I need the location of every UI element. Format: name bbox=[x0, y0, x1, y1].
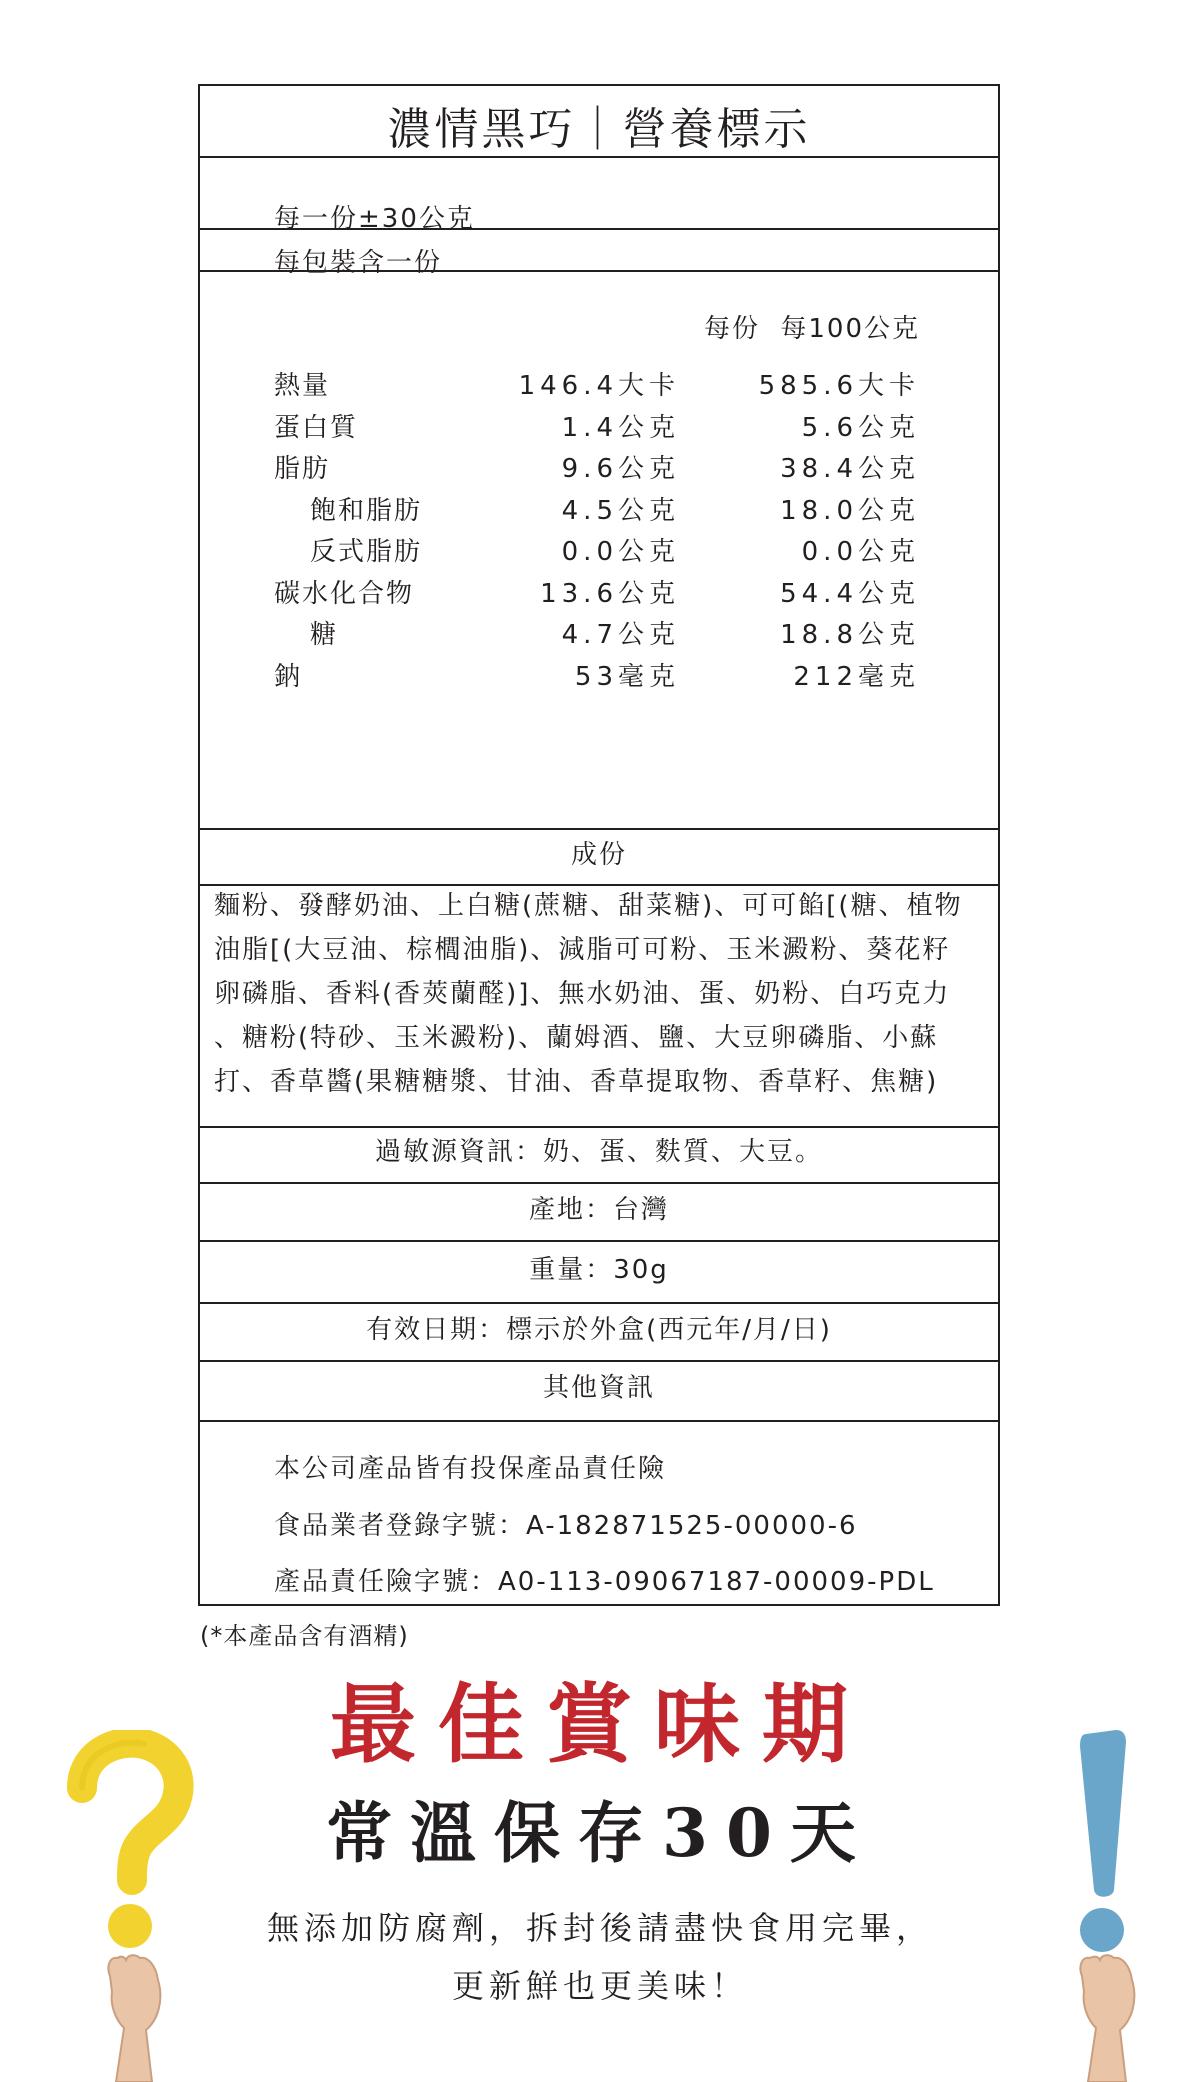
nutrient-name: 糖 bbox=[310, 620, 339, 650]
nutrient-row-trans-fat bbox=[200, 532, 998, 572]
ingredients-line: 、糖粉(特砂、玉米澱粉)、蘭姆酒、鹽、大豆卵磷脂、小蘇 bbox=[214, 1023, 939, 1053]
nutrient-per-serving: 9.6公克 bbox=[561, 454, 680, 484]
nutrient-per-100g: 38.4公克 bbox=[780, 454, 920, 484]
question-mark-hand-illustration bbox=[40, 1730, 200, 2082]
nutrient-name: 蛋白質 bbox=[274, 413, 359, 443]
nutrient-name: 碳水化合物 bbox=[274, 579, 415, 609]
divider bbox=[200, 228, 998, 230]
nutrient-row-protein bbox=[200, 408, 998, 448]
allergen-info: 過敏源資訊：奶、蛋、麩質、大豆。 bbox=[374, 1137, 823, 1167]
alcohol-note: (*本產品含有酒精) bbox=[200, 1622, 409, 1650]
nutrient-name: 熱量 bbox=[274, 371, 331, 401]
divider bbox=[200, 270, 998, 272]
divider bbox=[200, 1240, 998, 1242]
divider bbox=[200, 1302, 998, 1304]
nutrient-name: 鈉 bbox=[274, 662, 303, 692]
nutrient-per-100g: 18.8公克 bbox=[780, 620, 920, 650]
nutrient-row-sugar bbox=[200, 615, 998, 655]
servings-per-pack: 每包裝含一份 bbox=[274, 248, 443, 278]
nutrient-per-100g: 585.6大卡 bbox=[758, 371, 920, 401]
food-registration-number: 食品業者登錄字號：A-182871525-00000-6 bbox=[274, 1511, 858, 1541]
nutrient-per-serving: 53毫克 bbox=[574, 662, 680, 692]
nutrient-row-fat bbox=[200, 449, 998, 489]
nutrient-row-carbohydrate bbox=[200, 574, 998, 614]
hand-icon bbox=[1080, 1955, 1134, 2082]
divider bbox=[200, 1182, 998, 1184]
best-before-headline: 最佳賞味期 bbox=[330, 1674, 870, 1775]
nutrient-row-energy bbox=[200, 366, 998, 406]
nutrient-per-serving: 0.0公克 bbox=[561, 537, 680, 567]
promo-description-line2: 更新鮮也更美味！ bbox=[451, 1967, 748, 2005]
exclamation-mark-hand-illustration bbox=[1040, 1720, 1160, 2082]
exclamation-mark-icon bbox=[1080, 1730, 1126, 1952]
divider bbox=[200, 828, 998, 830]
nutrition-label bbox=[198, 84, 1000, 1606]
liability-insurance-number: 產品責任險字號：A0-113-09067187-00009-PDL bbox=[274, 1567, 935, 1597]
nutrient-row-saturated-fat bbox=[200, 491, 998, 531]
origin-info: 產地：台灣 bbox=[528, 1195, 669, 1225]
storage-subline: 常溫保存30天 bbox=[326, 1794, 874, 1872]
promo-description-line1: 無添加防腐劑，拆封後請盡快食用完畢， bbox=[266, 1909, 933, 1947]
serving-size: 每一份±30公克 bbox=[274, 204, 475, 234]
ingredients-line: 打、香草醬(果糖糖漿、甘油、香草提取物、香草籽、焦糖) bbox=[214, 1067, 939, 1097]
nutrient-per-serving: 13.6公克 bbox=[540, 579, 680, 609]
nutrient-name: 脂肪 bbox=[274, 454, 331, 484]
insurance-note: 本公司產品皆有投保產品責任險 bbox=[274, 1454, 667, 1484]
divider bbox=[200, 156, 998, 158]
ingredients-line: 卵磷脂、香料(香莢蘭醛)]、無水奶油、蛋、奶粉、白巧克力 bbox=[214, 979, 951, 1009]
nutrient-name: 飽和脂肪 bbox=[310, 496, 423, 526]
divider bbox=[200, 1360, 998, 1362]
nutrient-name: 反式脂肪 bbox=[310, 537, 423, 567]
nutrient-per-serving: 4.7公克 bbox=[561, 620, 680, 650]
nutrient-row-sodium bbox=[200, 657, 998, 697]
question-mark-icon bbox=[82, 1743, 179, 1948]
nutrient-per-serving: 1.4公克 bbox=[561, 413, 680, 443]
divider bbox=[200, 1420, 998, 1422]
nutrient-per-serving: 4.5公克 bbox=[561, 496, 680, 526]
col-header-per-serving: 每份 bbox=[703, 314, 760, 344]
other-info-heading: 其他資訊 bbox=[542, 1373, 655, 1403]
nutrient-per-100g: 54.4公克 bbox=[780, 579, 920, 609]
divider bbox=[200, 1126, 998, 1128]
weight-info: 重量：30g bbox=[529, 1255, 669, 1285]
nutrient-per-serving: 146.4大卡 bbox=[518, 371, 680, 401]
nutrient-per-100g: 0.0公克 bbox=[801, 537, 920, 567]
hand-icon bbox=[108, 1955, 160, 2082]
ingredients-line: 油脂[(大豆油、棕櫚油脂)、減脂可可粉、玉米澱粉、葵花籽 bbox=[214, 935, 951, 965]
ingredients-text bbox=[214, 884, 988, 1104]
expiry-info: 有效日期：標示於外盒(西元年/月/日) bbox=[366, 1315, 832, 1345]
nutrient-per-100g: 212毫克 bbox=[793, 662, 920, 692]
col-header-per-100g: 每100公克 bbox=[780, 314, 920, 344]
nutrient-per-100g: 18.0公克 bbox=[780, 496, 920, 526]
ingredients-line: 麵粉、發酵奶油、上白糖(蔗糖、甜菜糖)、可可餡[(糖、植物 bbox=[214, 891, 963, 921]
nutrient-per-100g: 5.6公克 bbox=[801, 413, 920, 443]
label-title: 濃情黑巧｜營養標示 bbox=[387, 104, 811, 155]
ingredients-heading: 成份 bbox=[570, 840, 627, 870]
